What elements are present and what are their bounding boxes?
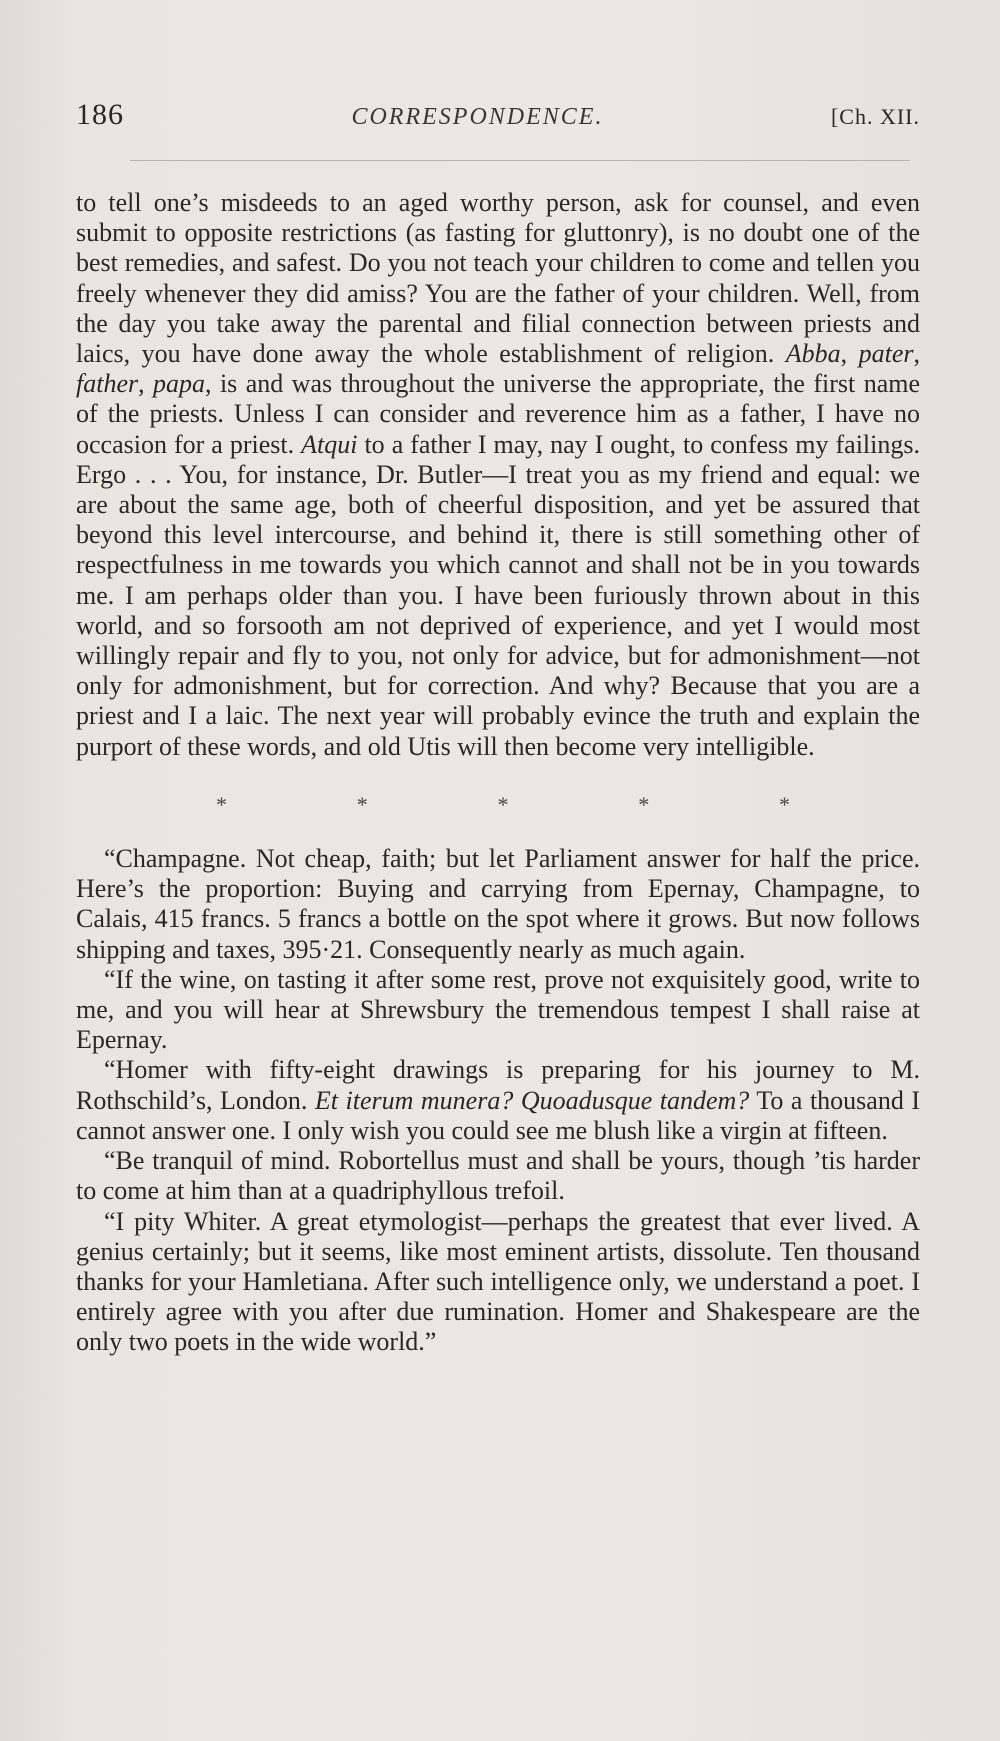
paragraph-champagne: “Champagne. Not cheap, faith; but let Parliament answer for half the price. Here’s the proportion: Buying and carrying from Epernay, Champagne, to Calais, 415 francs. 5 francs a bottle on the spot where it grows. But now follows shipping and taxes, 395·21. Consequently nearly as much again. [76, 844, 920, 964]
paragraph-wine: “If the wine, on tasting it after some rest, prove not exquisitely good, write to me, and you will hear at Shrewsbury the tremendous tempest I shall raise at Epernay. [76, 964, 920, 1055]
italic-word: father [76, 369, 139, 399]
italic-latin: Et iterum munera? Quoadusque tandem? [314, 1085, 750, 1115]
page-number: 186 [76, 98, 124, 131]
text-run: , [840, 339, 859, 369]
text-run: to a father I may, nay I ought, to confess my failings. Ergo . . . You, for instance, Dr. Butler—I treat you as my friend and equal: we are about the same age, both of cheerful disposition, and yet be assured that beyond this level intercourse, and behind it, there is still something other of respectfulness in me towards you which cannot and shall not be in you towards me. I am perhaps older than you. I have been furiously thrown about in this world, and so forsooth am not deprived of experience, and yet I would most willingly repair and fly to you, not only for advice, but for admonishment—not only for admonishment, but for correction. And why? Because that you are a priest and I a laic. The next year will probably evince the truth and explain the purport of these words, and old Utis will then become very intelligible. [76, 429, 920, 761]
italic-word: Abba [785, 339, 841, 369]
star: * [356, 791, 368, 817]
page-body [76, 188, 920, 1358]
text-run: To a thousand I cannot answer one. I only wish you could see me blush like a virgin at fifteen. [76, 1085, 920, 1145]
star: * [638, 791, 650, 817]
italic-word: pater [858, 339, 914, 369]
italic-word: papa [153, 369, 206, 399]
text-run: to tell one’s misdeeds to an aged worthy person, ask for counsel, and even submit to opposite restrictions (as fasting for gluttonry), is no doubt one of the best remedies, and safest. Do you not teach your children to come and tellen you freely whenever they did amiss? You are the father of your children. Well, from the day you take away the parental and filial connection between priests and laics, you have done away the whole establishment of religion. [76, 188, 920, 369]
star: * [497, 791, 509, 817]
page-header [76, 98, 920, 138]
text-run: , [913, 339, 920, 369]
paragraph-homer [76, 1055, 920, 1146]
header-rule [130, 160, 910, 161]
text-run: “Homer with fifty-eight drawings is preparing for his journey to M. Rothschild’s, London. [76, 1055, 920, 1115]
text-run: , is and was throughout the universe the appropriate, the first name of the priests. Unless I can consider and reverence him as a father, I have no occasion for a priest. [76, 369, 920, 459]
paragraph-whiter: “I pity Whiter. A great etymologist—perhaps the greatest that ever lived. A genius certainly; but it seems, like most eminent artists, dissolute. Ten thousand thanks for your Hamletiana. After such intelligence only, we understand a poet. I entirely agree with you after due rumination. Homer and Shakespeare are the only two poets in the wide world.” [76, 1206, 920, 1357]
star: * [216, 791, 227, 817]
star: * [779, 791, 790, 817]
paragraph-robortellus: “Be tranquil of mind. Robortellus must and shall be yours, though ’tis harder to come at him than at a quadriphyllous trefoil. [76, 1146, 920, 1206]
text-run: , [138, 369, 154, 399]
section-break-stars [76, 790, 920, 820]
italic-word: Atqui [301, 429, 358, 459]
running-title: CORRESPONDENCE. [351, 104, 604, 130]
paragraph [76, 188, 920, 762]
chapter-label: [Ch. XII. [830, 104, 920, 129]
